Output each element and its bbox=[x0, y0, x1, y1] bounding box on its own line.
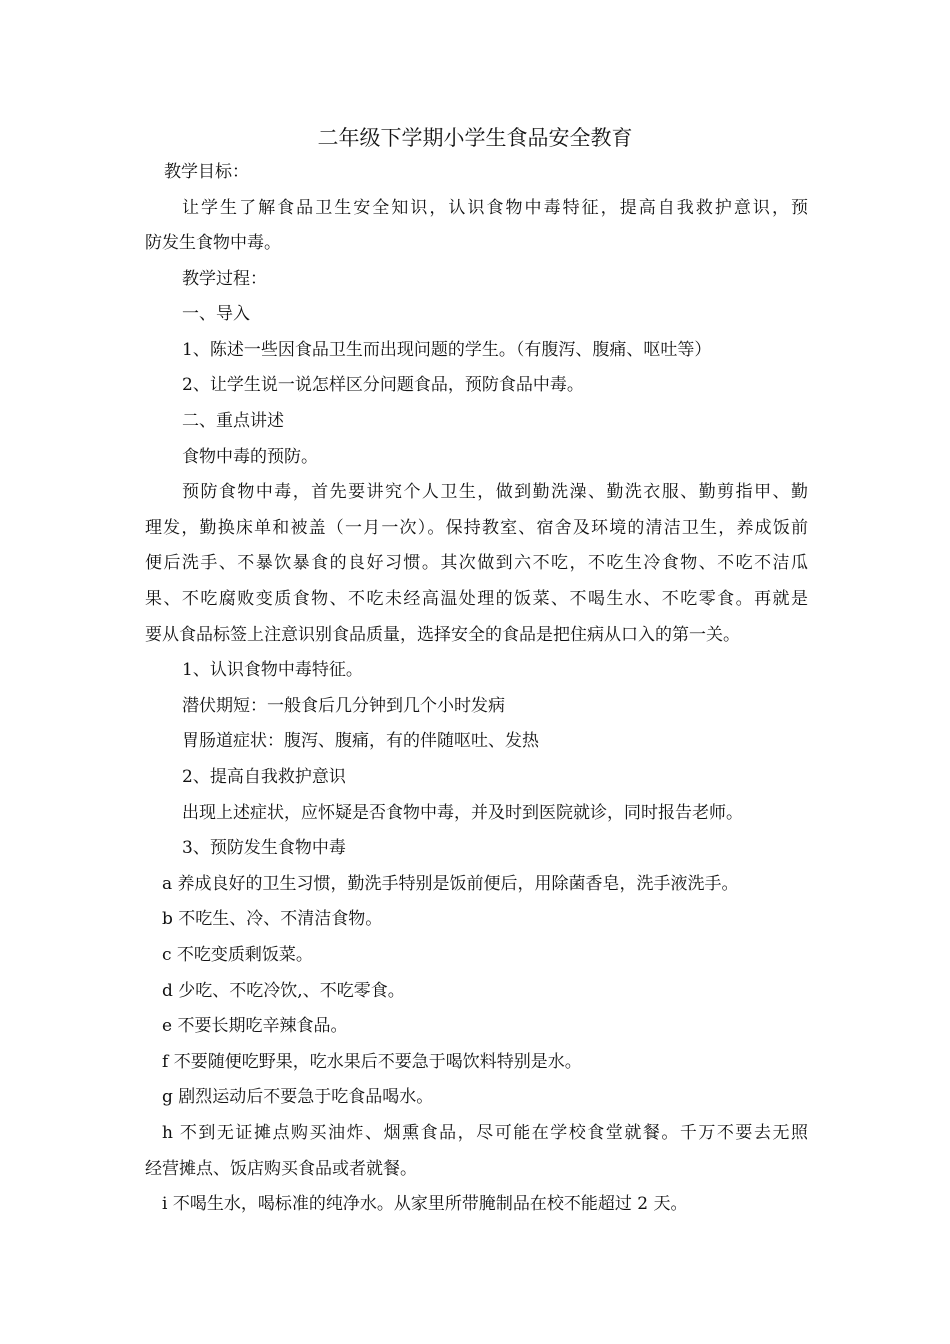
paragraph-prevention-line-1: 预防食物中毒，首先要讲究个人卫生，做到勤洗澡、勤洗衣服、勤剪指甲、勤 bbox=[182, 482, 808, 502]
heading-key-points: 二、重点讲述 bbox=[182, 411, 284, 431]
prevent-item-e: e 不要长期吃辛辣食品。 bbox=[162, 1016, 348, 1036]
section-heading-teaching-process: 教学过程： bbox=[182, 269, 267, 289]
prevent-item-h-line-2: 经营摊点、饭店购买食品或者就餐。 bbox=[145, 1159, 417, 1179]
list-item-symptoms-heading: 1、认识食物中毒特征。 bbox=[182, 660, 363, 680]
paragraph-prevention-line-3: 便后洗手、不暴饮暴食的良好习惯。其次做到六不吃，不吃生冷食物、不吃不洁瓜 bbox=[145, 553, 808, 573]
prevent-item-b: b 不吃生、冷、不清洁食物。 bbox=[162, 909, 383, 929]
self-rescue-text: 出现上述症状，应怀疑是否食物中毒，并及时到医院就诊，同时报告老师。 bbox=[182, 803, 743, 823]
prevent-item-d: d 少吃、不吃冷饮,、不吃零食。 bbox=[162, 981, 405, 1001]
prevent-item-a: a 养成良好的卫生习惯，勤洗手特别是饭前便后，用除菌香皂，洗手液洗手。 bbox=[162, 874, 739, 894]
paragraph-prevention-line-5: 要从食品标签上注意识别食品质量，选择安全的食品是把住病从口入的第一关。 bbox=[145, 625, 740, 645]
list-item-prevent-heading: 3、预防发生食物中毒 bbox=[182, 838, 346, 858]
list-item-self-rescue-heading: 2、提高自我救护意识 bbox=[182, 767, 346, 787]
list-item-intro-1: 1、陈述一些因食品卫生而出现问题的学生。（有腹泻、腹痛、呕吐等） bbox=[182, 340, 712, 360]
symptom-incubation: 潜伏期短：一般食后几分钟到几个小时发病 bbox=[182, 696, 505, 716]
prevent-item-c: c 不吃变质剩饭菜。 bbox=[162, 945, 313, 965]
symptom-gastrointestinal: 胃肠道症状：腹泻、腹痛，有的伴随呕吐、发热 bbox=[182, 731, 539, 751]
document-title: 二年级下学期小学生食品安全教育 bbox=[317, 126, 633, 150]
prevent-item-h-line-1: h 不到无证摊点购买油炸、烟熏食品，尽可能在学校食堂就餐。千万不要去无照 bbox=[162, 1123, 808, 1143]
paragraph-prevention-line-4: 果、不吃腐败变质食物、不吃未经高温处理的饭菜、不喝生水、不吃零食。再就是 bbox=[145, 589, 808, 609]
prevent-item-i: i 不喝生水，喝标准的纯净水。从家里所带腌制品在校不能超过 2 天。 bbox=[162, 1194, 688, 1214]
list-item-intro-2: 2、让学生说一说怎样区分问题食品，预防食品中毒。 bbox=[182, 375, 584, 395]
section-heading-teaching-goals: 教学目标： bbox=[164, 162, 249, 182]
prevent-item-g: g 剧烈运动后不要急于吃食品喝水。 bbox=[162, 1087, 434, 1107]
paragraph-goals-line-1: 让学生了解食品卫生安全知识，认识食物中毒特征，提高自我救护意识，预 bbox=[182, 198, 808, 218]
heading-introduction: 一、导入 bbox=[182, 304, 250, 324]
paragraph-goals-line-2: 防发生食物中毒。 bbox=[145, 233, 281, 253]
paragraph-prevention-line-2: 理发，勤换床单和被盖（一月一次）。保持教室、宿舍及环境的清洁卫生，养成饭前 bbox=[145, 518, 808, 538]
subheading-prevention: 食物中毒的预防。 bbox=[182, 447, 318, 467]
prevent-item-f: f 不要随便吃野果，吃水果后不要急于喝饮料特别是水。 bbox=[162, 1052, 582, 1072]
